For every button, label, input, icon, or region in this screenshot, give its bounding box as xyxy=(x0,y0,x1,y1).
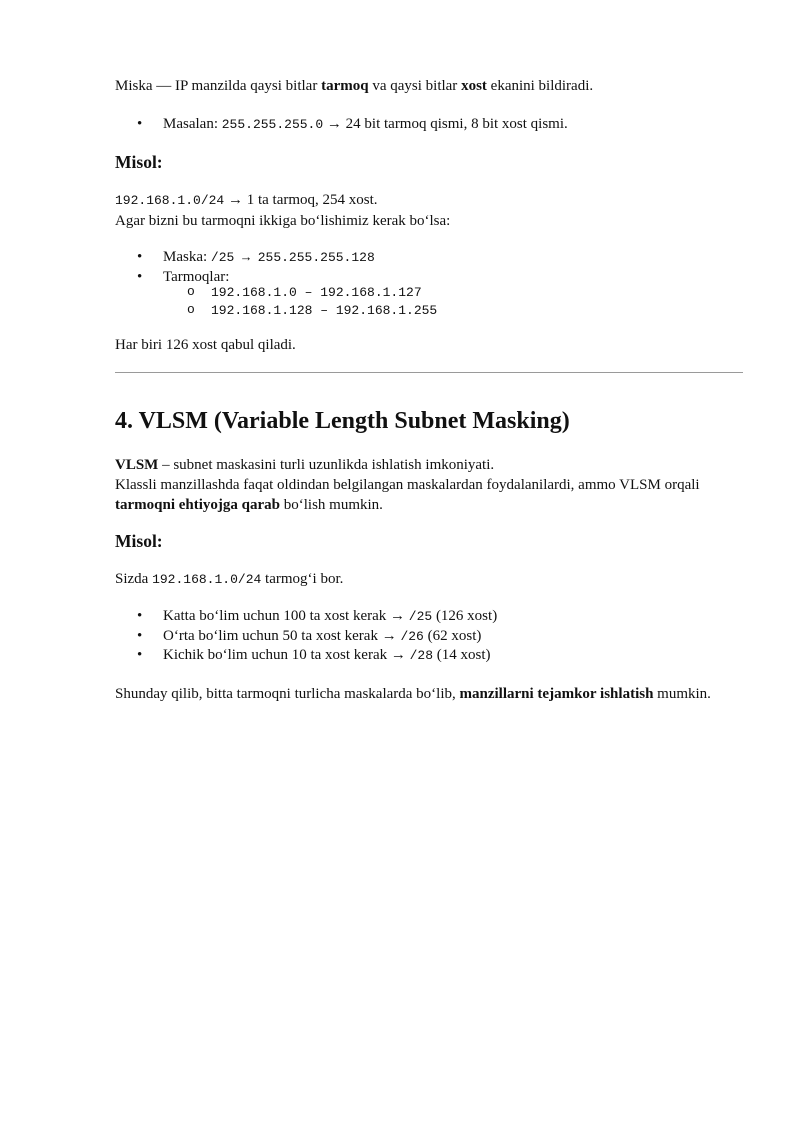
text: Agar bizni bu tarmoqni ikkiga bo‘lishimiz kerak bo‘lsa: xyxy=(115,213,451,229)
code: 192.168.1.128 – 192.168.1.255 xyxy=(211,302,438,318)
sub-bullet-icon: o xyxy=(187,284,195,299)
example-paragraph xyxy=(115,190,745,231)
network-paragraph xyxy=(115,569,343,590)
text: (62 xost) xyxy=(423,627,482,644)
text: Tarmoqlar: xyxy=(163,268,230,285)
code: /25 xyxy=(408,609,433,624)
bold-term: xost xyxy=(461,78,487,94)
sub-list xyxy=(115,284,745,319)
bullet-list xyxy=(115,115,745,135)
text: Shunday qilib, bitta tarmoqni turlicha maskalarda bo‘lib, xyxy=(115,686,460,702)
text: O‘rta bo‘lim uchun 50 ta xost kerak → xyxy=(163,627,401,644)
text: Katta bo‘lim uchun 100 ta xost kerak → xyxy=(163,608,409,624)
list-item xyxy=(115,627,745,647)
text: Masalan: xyxy=(163,116,222,132)
bullet-icon: • xyxy=(137,627,143,644)
text: Maska: xyxy=(163,249,211,265)
bold-term: manzillarni tejamkor ishlatish xyxy=(459,686,654,702)
text: Kichik bo‘lim uchun 10 ta xost kerak → xyxy=(163,647,410,663)
bold-term: VLSM xyxy=(115,457,159,473)
text: → 24 bit tarmoq qismi, 8 bit xost qismi. xyxy=(323,116,568,132)
code: 192.168.1.0 – 192.168.1.127 xyxy=(211,285,422,300)
bullet-list xyxy=(115,607,745,666)
horizontal-divider xyxy=(115,372,743,373)
text: bo‘lish mumkin. xyxy=(280,497,383,513)
example-heading: Misol: xyxy=(115,531,163,551)
bullet-list xyxy=(115,248,745,287)
sub-bullet-icon: o xyxy=(187,301,195,317)
vlsm-definition-paragraph xyxy=(115,455,745,515)
text: (14 xost) xyxy=(433,647,491,663)
bullet-icon: • xyxy=(137,608,143,624)
code: /26 xyxy=(400,628,424,644)
text: Klassli manzillashda faqat oldindan belgilangan maskalardan foydalanilardi, ammo VLSM orqali xyxy=(115,477,700,493)
list-item xyxy=(115,284,745,302)
code: /28 xyxy=(409,648,434,663)
mask-intro-paragraph xyxy=(115,76,593,96)
bullet-icon: • xyxy=(137,647,143,663)
bold-term: tarmoq xyxy=(321,78,369,94)
list-item xyxy=(115,115,745,135)
list-item xyxy=(115,302,745,320)
bold-term: tarmoqni ehtiyojga qarab xyxy=(115,497,280,513)
text: va qaysi bitlar xyxy=(368,78,462,94)
text: ekanini bildiradi. xyxy=(486,78,594,94)
text: mumkin. xyxy=(653,686,711,702)
text: – subnet maskasini turli uzunlikda ishlatish imkoniyati. xyxy=(158,457,495,473)
list-item xyxy=(115,646,745,666)
list-item xyxy=(115,607,745,627)
list-item xyxy=(115,248,745,268)
final-paragraph xyxy=(115,684,745,704)
text: → 1 ta tarmoq, 254 xost. xyxy=(224,192,378,208)
bullet-icon: • xyxy=(137,116,143,132)
bullet-icon: • xyxy=(137,268,143,285)
text: Sizda xyxy=(115,571,153,587)
example-heading: Misol: xyxy=(115,152,163,172)
code: 192.168.1.0/24 xyxy=(152,572,262,587)
bullet-icon: • xyxy=(137,249,143,265)
text: (126 xost) xyxy=(432,608,498,624)
code: /25 → 255.255.255.128 xyxy=(210,250,375,265)
code: 192.168.1.0/24 xyxy=(115,193,225,208)
code: 255.255.255.0 xyxy=(221,117,324,132)
section-title: 4. VLSM (Variable Length Subnet Masking) xyxy=(115,408,570,434)
text: tarmog‘i bor. xyxy=(261,571,344,587)
text: Miska — IP manzilda qaysi bitlar xyxy=(115,78,322,94)
conclusion-paragraph: Har biri 126 xost qabul qiladi. xyxy=(115,337,296,353)
